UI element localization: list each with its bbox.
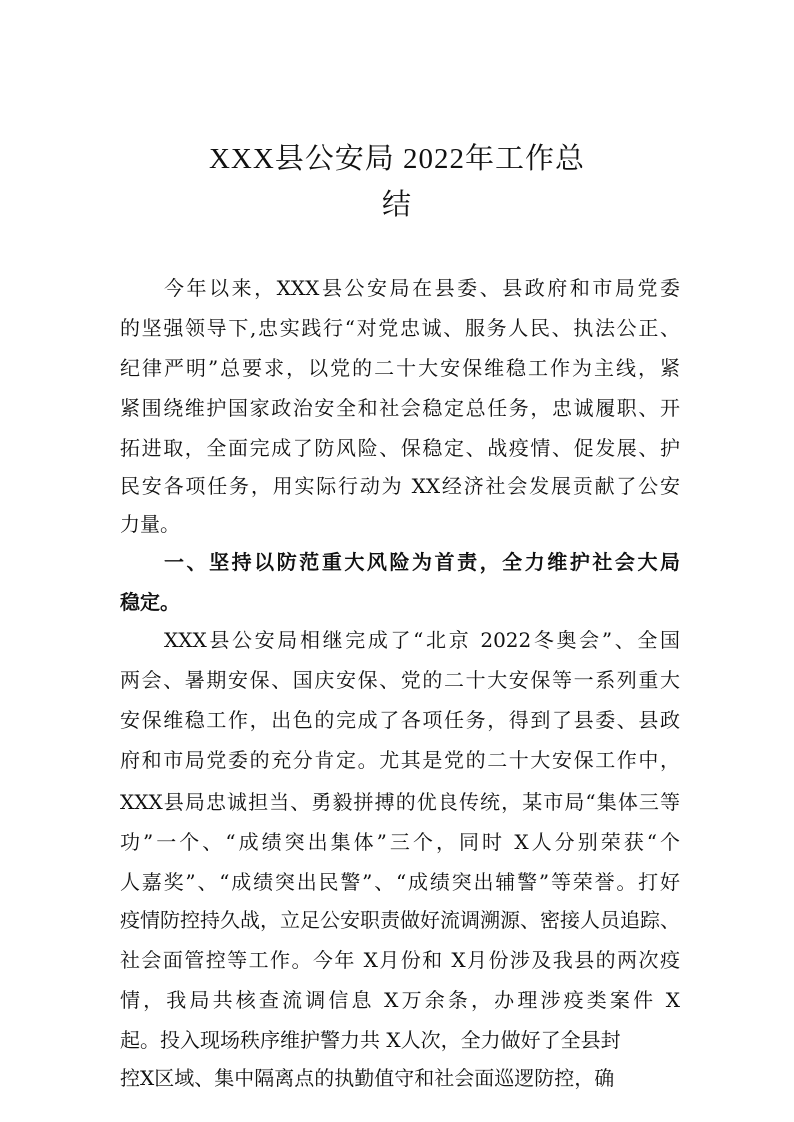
intro-line-5: 拓进取，全面完成了防风险、保稳定、战疫情、促发展、护: [120, 436, 680, 460]
section-heading-line-1: 一、坚持以防范重大风险为首责，全力维护社会大局: [164, 550, 680, 574]
body-line-3: 安保维稳工作，出色的完成了各项任务，得到了县委、县政: [120, 708, 680, 732]
intro-line-7: 力量。: [120, 512, 180, 536]
intro-line-4: 紧围绕维护国家政治安全和社会稳定总任务，忠诚履职、开: [120, 396, 680, 420]
body-line-5: XXX县局忠诚担当、勇毅拼搏的优良传统，某市局“集体三等: [120, 790, 680, 814]
body-line-9: 社会面管控等工作。今年 X月份和 X月份涉及我县的两次疫: [120, 948, 680, 972]
body-line-7: 人嘉奖”、“成绩突出民警”、“成绩突出辅警”等荣誉。打好: [120, 870, 680, 894]
intro-line-2: 的坚强领导下,忠实践行“对党忠诚、服务人民、执法公正、: [120, 316, 680, 340]
section-heading-line-2: 稳定。: [120, 590, 180, 614]
body-line-8: 疫情防控持久战，立足公安职责做好流调溯源、密接人员追踪、: [120, 908, 680, 932]
intro-line-1: 今年以来，XXX县公安局在县委、县政府和市局党委: [164, 276, 680, 300]
intro-line-3: 纪律严明”总要求，以党的二十大安保维稳工作为主线，紧: [120, 356, 680, 380]
body-line-12: 控X区域、集中隔离点的执勤值守和社会面巡逻防控，确: [120, 1066, 615, 1090]
body-line-2: 两会、暑期安保、国庆安保、党的二十大安保等一系列重大: [120, 668, 680, 692]
document-title-line-2: 结: [381, 189, 412, 221]
body-line-11: 起。投入现场秩序维护警力共 X人次，全力做好了全县封: [120, 1028, 621, 1052]
intro-line-6: 民安各项任务，用实际行动为 XX经济社会发展贡献了公安: [120, 474, 680, 498]
document-title-line-1: XXX县公安局 2022年工作总: [208, 143, 586, 175]
body-line-10: 情，我局共核查流调信息 X万余条，办理涉疫类案件 X: [120, 988, 680, 1012]
body-line-4: 府和市局党委的充分肯定。尤其是党的二十大安保工作中，: [120, 748, 680, 772]
body-line-1: XXX县公安局相继完成了“北京 2022冬奥会”、全国: [164, 628, 680, 652]
body-line-6: 功”一个、“成绩突出集体”三个，同时 X人分别荣获“个: [120, 830, 680, 854]
